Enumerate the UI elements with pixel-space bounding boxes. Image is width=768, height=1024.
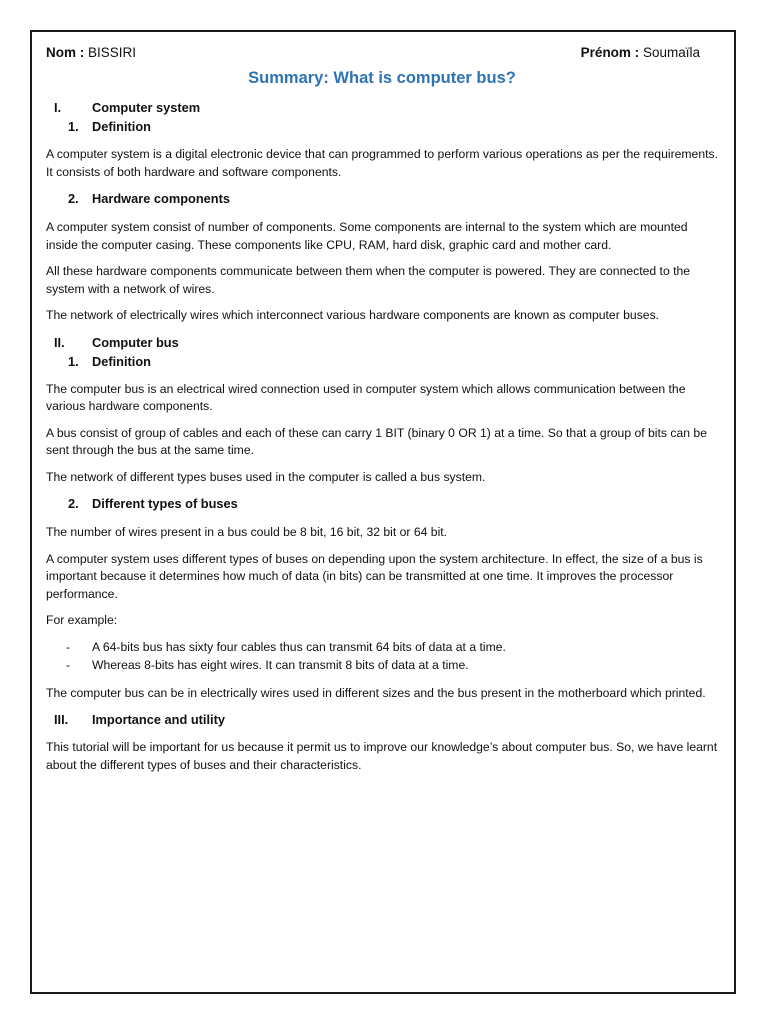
list-item <box>46 657 718 675</box>
dash-marker: - <box>66 657 71 672</box>
nom-label: Nom : <box>46 45 85 60</box>
nom-value: BISSIRI <box>88 45 137 60</box>
subsection-title: Hardware components <box>92 191 230 206</box>
section-title: Importance and utility <box>92 712 225 727</box>
paragraph: A computer system consist of number of components. Some components are internal to the system which are mounted inside the computer casing. These components like CPU, RAM, hard disk, graphic card and mother card. <box>46 220 688 252</box>
paragraph: A bus consist of group of cables and each of these can carry 1 BIT (binary 0 OR 1) at a time. So that a group of bits can be sent through the bus at the same time. <box>46 425 707 457</box>
list-item <box>46 639 718 657</box>
subsection-title: Definition <box>92 353 151 369</box>
paragraph: The network of different types buses used in the computer is called a bus system. <box>46 469 486 484</box>
subsection-number: 1. <box>68 119 79 134</box>
section-heading-computer-system <box>46 99 718 118</box>
paragraph: A computer system uses different types of buses on depending upon the system architecture. In effect, the size of a bus is important because it determines how much of data (in bits) can be transmitted at one time. It improves the processor performance. <box>46 551 703 601</box>
section-number: I. <box>54 100 62 115</box>
paragraph: A computer system is a digital electronic device that can programmed to perform various operations as per the requirements. It consists of both hardware and software components. <box>46 147 718 179</box>
paragraph: The network of electrically wires which interconnect various hardware components are known as computer buses. <box>46 308 660 322</box>
subsection-heading-bus-types <box>46 495 718 514</box>
paragraph: For example: <box>46 613 118 627</box>
section-number: II. <box>54 334 65 350</box>
subsection-number: 2. <box>68 496 79 511</box>
prenom-value: Soumaïla <box>642 45 700 60</box>
paragraph: The number of wires present in a bus could be 8 bit, 16 bit, 32 bit or 64 bit. <box>46 525 448 539</box>
paragraph: The computer bus can be in electrically wires used in different sizes and the bus present in the motherboard which printed. <box>46 685 706 700</box>
subsection-heading-definition <box>46 353 718 372</box>
name-field <box>46 44 136 62</box>
document-title: Summary: What is computer bus? <box>248 68 516 87</box>
subsection-heading-definition <box>46 118 718 137</box>
section-heading-importance-utility <box>46 711 718 730</box>
subsection-number: 1. <box>68 353 79 369</box>
section-title: Computer bus <box>92 334 179 350</box>
paragraph: This tutorial will be important for us because it permit us to improve our knowledge’s about computer bus. So, we have learnt about the different types of buses and their characteristics. <box>46 740 718 772</box>
section-title: Computer system <box>92 100 201 115</box>
section-heading-computer-bus <box>46 334 718 353</box>
list-item-text: Whereas 8-bits has eight wires. It can transmit 8 bits of data at a time. <box>92 657 469 672</box>
subsection-title: Different types of buses <box>92 496 238 511</box>
example-list <box>46 639 718 675</box>
dash-marker: - <box>66 639 71 654</box>
paragraph: The computer bus is an electrical wired connection used in computer system which allows communication between the various hardware components. <box>46 381 686 413</box>
section-number: III. <box>54 712 69 727</box>
subsection-heading-hardware-components <box>46 190 718 209</box>
subsection-title: Definition <box>92 119 151 134</box>
list-item-text: A 64-bits bus has sixty four cables thus can transmit 64 bits of data at a time. <box>92 639 506 654</box>
student-header <box>46 44 718 62</box>
subsection-number: 2. <box>68 191 79 206</box>
paragraph: All these hardware components communicate between them when the computer is powered. They are connected to the system with a network of wires. <box>46 264 691 296</box>
prenom-label: Prénom : <box>580 45 640 60</box>
document-body <box>46 44 718 783</box>
firstname-field <box>581 44 718 62</box>
